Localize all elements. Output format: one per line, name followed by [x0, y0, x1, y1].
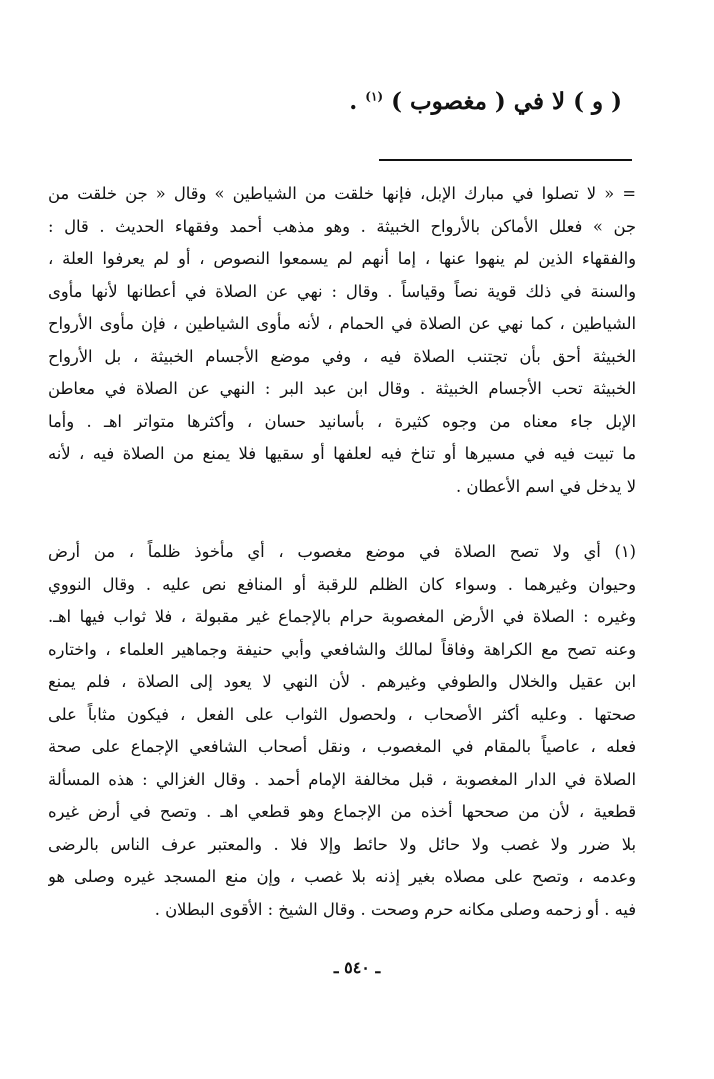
text-line: وغيره : الصلاة في الأرض المغصوبة حرام بالإجماع غير مقبولة ، فلا ثواب فيها اهـ. [48, 607, 636, 626]
text-line: لا يدخل في اسم الأعطان . [456, 476, 636, 496]
text-line: وحيوان وغيرهما . وسواء كان الظلم للرقبة أو المنافع نص عليه . وقال النووي [48, 574, 636, 594]
text-line: والسنة في ذلك قوية نصاً وقياساً . وقال : نهي عن الصلاة في أعطانها لأنها مأوى [48, 281, 636, 301]
text-line: الخبيثة تحب الأجسام الخبيثة . وقال ابن عبد البر : النهي عن الصلاة في معاطن [48, 379, 636, 398]
text-line: الصلاة في الدار المغصوبة ، قبل مخالفة الإمام أحمد . وقال الغزالي : هذه المسألة [48, 769, 636, 789]
heading-end-mark: . [349, 88, 358, 115]
text-line: ما تبيت فيه في مسيرها أو تناخ فيه لعلفها أو سقيها فلا يمنع من الصلاة فيه ، لأنه [48, 444, 636, 463]
text-line: الشياطين ، كما نهي عن الصلاة في الحمام ، لأنه مأوى الشياطين ، فإن مأوى الأرواح [48, 314, 636, 333]
text-line: وعدمه ، وتصح على مصلاه بغير إذنه بلا غصب ، وإن منع المسجد غيره وصلى هو [48, 867, 636, 886]
text-line: وعنه تصح مع الكراهة وفاقاً لمالك والشافعي وأبي حنيفة وجماهير العلماء ، واختاره [48, 639, 636, 659]
footnote-reference-mark: (١) [365, 89, 384, 104]
text-line: الإبل جاء معناه من وجوه كثيرة ، بأسانيد حسان ، وأكثرها متواتر اهـ . وأما [48, 411, 636, 431]
main-text-heading [349, 88, 622, 115]
text-line: (١) أي ولا تصح الصلاة في موضع مغصوب ، أي مأخوذ ظلماً ، من أرض [48, 542, 636, 561]
text-line: بلا ضرر ولا غصب ولا حائل ولا حائط وإلا فلا . والمعتبر عرف الناس بالرضى [48, 834, 636, 854]
text-line: والفقهاء الذين لم ينهوا عنها ، إما أنهم لم يسمعوا النصوص ، أو لم يعرفوا العلة ، [48, 249, 636, 268]
footnote-continued-block [48, 178, 636, 503]
text-line: قطعية ، لأن من صححها أخذه من الإجماع وهو قطعي اهـ . وتصح في أرض غيره [48, 802, 636, 821]
heading-text: ( و ) لا في ( مغصوب ) [391, 88, 622, 115]
text-line: صحتها . وعليه أكثر الأصحاب ، ولحصول الثواب على الفعل ، فيكون مثاباً على [48, 704, 636, 724]
footnote-1-block [48, 536, 636, 926]
page-number: ـ ٥٤٠ ـ [333, 958, 381, 977]
text-line: = « لا تصلوا في مبارك الإبل، فإنها خلقت من الشياطين » وقال « جن خلقت من [48, 184, 636, 203]
text-line: فعله ، عاصياً بالمقام في المغصوب ، ونقل أصحاب الشافعي الإجماع على صحة [48, 737, 636, 756]
text-line: الخبيثة أحق بأن تجتنب الصلاة فيه ، وفي موضع الأجسام الخبيثة ، بل الأرواح [48, 346, 636, 366]
footnote-separator-rule [379, 159, 632, 161]
text-line: فيه . أو زحمه وصلى مكانه حرم وصحت . وقال الشيخ : الأقوى البطلان . [154, 899, 636, 919]
text-line: جن » فعلل الأماكن بالأرواح الخبيثة . وهو مذهب أحمد وفقهاء الحديث . قال : [48, 216, 636, 236]
text-line: ابن عقيل والخلال والطوفي وغيرهم . لأن النهي لا يعود إلى الصلاة ، فلم يمنع [48, 672, 636, 691]
